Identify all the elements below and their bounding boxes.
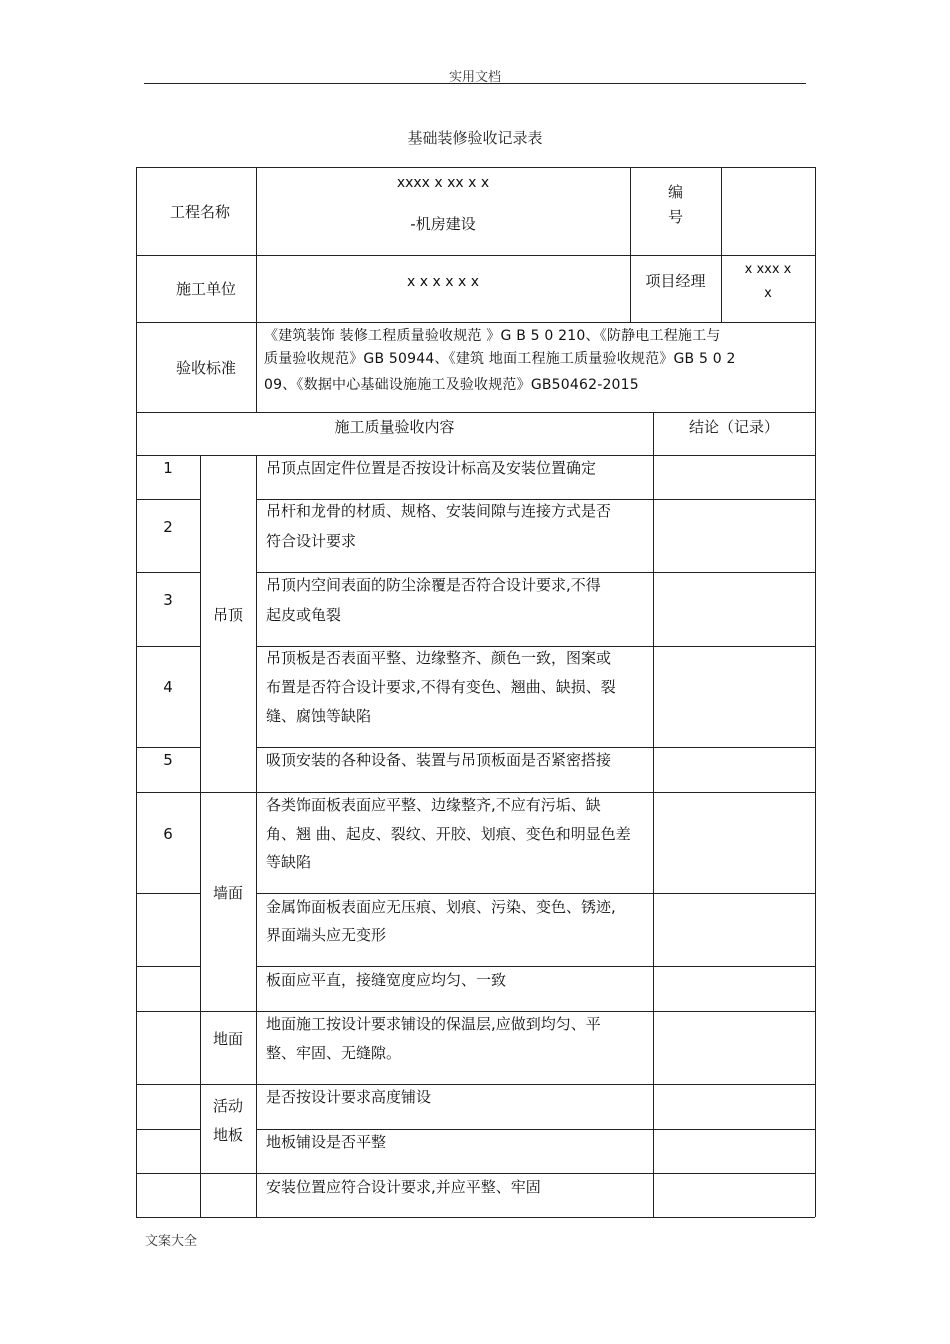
table-line: [136, 167, 815, 168]
table-line: [653, 412, 654, 1217]
row-content-line: 整、牢固、无缝隙。: [266, 1044, 402, 1062]
row-content-line: 安装位置应符合设计要求,并应平整、牢固: [266, 1178, 541, 1196]
category-raised-floor-2: 地板: [212, 1126, 243, 1144]
table-line: [136, 1217, 815, 1218]
table-line: [815, 167, 816, 1217]
conclusion-header: 结论（记录）: [688, 418, 779, 436]
row-content-line: 地板铺设是否平整: [266, 1133, 387, 1151]
standard-label: 验收标准: [175, 359, 236, 377]
page-header: 实用文档: [448, 70, 501, 85]
row-number: 5: [163, 751, 173, 769]
table-line: [136, 966, 200, 967]
manager-value-1: x xxx x: [744, 262, 792, 277]
manager-value-2: x: [764, 286, 772, 301]
number-label-1: 编: [667, 183, 683, 201]
standard-line3: 09、《数据中心基础设施施工及验收规范》GB50462-2015: [264, 377, 639, 393]
row-content-line: 符合设计要求: [266, 532, 357, 550]
row-content-line: 等缺陷: [266, 853, 312, 871]
row-number: 3: [163, 591, 173, 609]
page-footer: 文案大全: [145, 1234, 198, 1249]
row-content-line: 地面施工按设计要求铺设的保温层,应做到均匀、平: [266, 1015, 601, 1033]
row-content-line: 吊杆和龙骨的材质、规格、安装间隙与连接方式是否: [266, 502, 612, 520]
row-content-line: 布置是否符合设计要求,不得有变色、翘曲、缺损、裂: [266, 678, 616, 696]
row-content-line: 界面端头应无变形: [266, 926, 387, 944]
document-title: 基础装修验收记录表: [407, 129, 543, 147]
row-content-line: 角、翘 曲、起皮、裂纹、开胶、划痕、变色和明显色差: [266, 825, 631, 843]
standard-line2: 质量验收规范》GB 50944、《建筑 地面工程施工质量验收规范》GB 5 0 2: [264, 351, 736, 367]
table-line: [136, 1129, 200, 1130]
row-number: 2: [163, 518, 173, 536]
category-raised-floor-1: 活动: [212, 1097, 243, 1115]
category-ceiling: 吊顶: [212, 606, 243, 624]
table-line: [136, 255, 815, 256]
table-line: [136, 893, 200, 894]
table-line: [136, 572, 200, 573]
content-header: 施工质量验收内容: [334, 418, 455, 436]
row-content-line: 吸顶安装的各种设备、装置与吊顶板面是否紧密搭接: [266, 751, 612, 769]
row-content-line: 是否按设计要求高度铺设: [266, 1088, 432, 1106]
standard-line1: 《建筑装饰 装修工程质量验收规范 》G B 5 0 210、《防静电工程施工与: [264, 328, 721, 344]
category-wall: 墙面: [212, 884, 243, 902]
row-content-line: 吊顶板是否表面平整、边缘整齐、颜色一致，图案或: [266, 649, 612, 667]
row-content-line: 板面应平直，接缝宽度应均匀、一致: [266, 971, 507, 989]
row-number: 4: [163, 678, 173, 696]
manager-label: 项目经理: [645, 272, 706, 290]
row-content-line: 各类饰面板表面应平整、边缘整齐,不应有污垢、缺: [266, 796, 601, 814]
table-line: [136, 499, 200, 500]
row-number: 1: [163, 459, 173, 477]
row-content-line: 缝、腐蚀等缺陷: [266, 707, 372, 725]
row-content-line: 吊顶点固定件位置是否按设计标高及安装位置确定: [266, 459, 597, 477]
construction-unit-label: 施工单位: [175, 280, 236, 298]
header-divider: [144, 83, 806, 84]
row-number: 6: [163, 825, 173, 843]
row-content-line: 起皮或龟裂: [266, 606, 342, 624]
row-content-line: 吊顶内空间表面的防尘涂覆是否符合设计要求,不得: [266, 576, 601, 594]
construction-unit-value: x x x x x x: [407, 274, 479, 290]
table-line: [136, 646, 200, 647]
category-floor: 地面: [212, 1030, 243, 1048]
row-content-line: 金属饰面板表面应无压痕、划痕、污染、变色、锈迹,: [266, 898, 616, 916]
project-name-line2: -机房建设: [410, 215, 476, 233]
project-name-line1: xxxx x xx x x: [396, 175, 490, 191]
project-name-label: 工程名称: [169, 203, 230, 221]
number-label-2: 号: [667, 208, 683, 226]
